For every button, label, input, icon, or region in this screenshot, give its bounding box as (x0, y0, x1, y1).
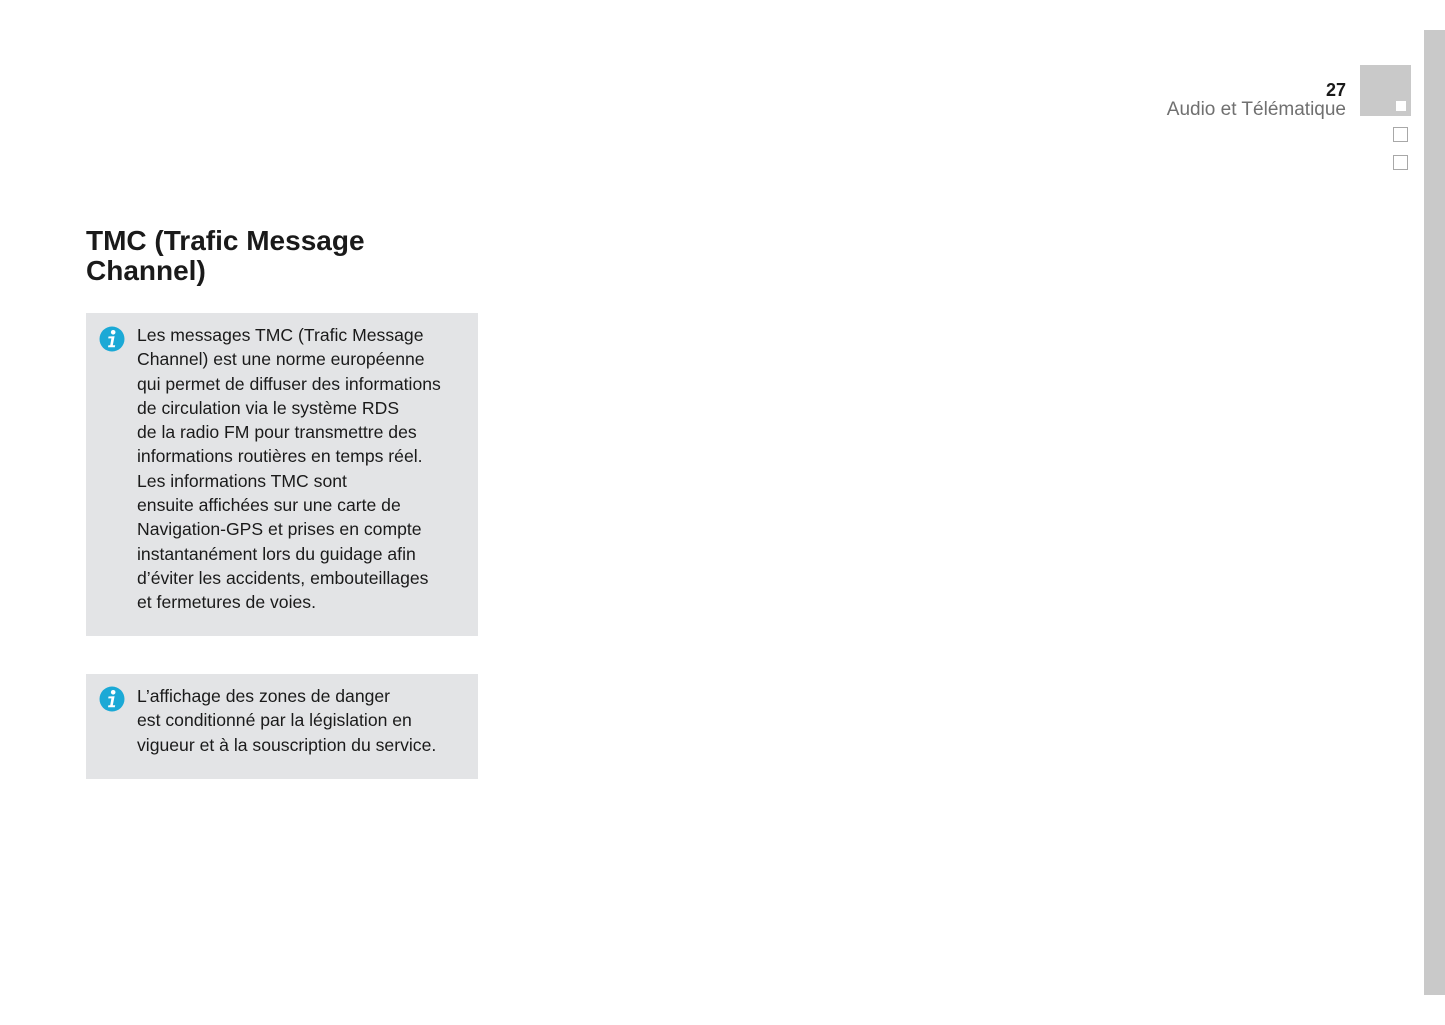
info-line: de circulation via le système RDS (137, 397, 400, 418)
page-edge-bar (1424, 30, 1445, 995)
info-line: ensuite affichées sur une carte de (137, 495, 401, 516)
chapter-tab-active (1360, 65, 1411, 116)
page-number: 27 (1325, 80, 1346, 100)
page-title (86, 226, 506, 286)
info-icon (99, 326, 125, 352)
info-text (137, 684, 472, 757)
info-line: vigueur et à la souscription du service. (137, 734, 437, 755)
section-title: Audio et Télématique (1166, 99, 1346, 120)
info-line: est conditionné par la législation en (137, 710, 412, 731)
info-text (137, 323, 472, 615)
info-line: instantanément lors du guidage afin (137, 543, 416, 564)
chapter-tab-3 (1393, 155, 1408, 170)
info-line: informations routières en temps réel. (137, 446, 423, 467)
info-line: Navigation-GPS et prises en compte (137, 519, 422, 540)
page-title-line: Channel) (86, 255, 206, 286)
info-line: d’éviter les accidents, embouteillages (137, 567, 429, 588)
info-line: qui permet de diffuser des informations (137, 373, 441, 394)
info-icon (99, 686, 125, 712)
info-line: de la radio FM pour transmettre des (137, 422, 417, 443)
info-line: et fermetures de voies. (137, 592, 316, 613)
info-line: L’affichage des zones de danger (137, 686, 391, 706)
chapter-tab-2 (1393, 127, 1408, 142)
page-title-line: TMC (Trafic Message (86, 225, 365, 256)
info-box-tmc (86, 313, 478, 636)
chapter-tab-marker (1396, 101, 1406, 111)
info-line: Les messages TMC (Trafic Message (137, 325, 424, 345)
info-line: Les informations TMC sont (137, 470, 347, 491)
info-box-danger-zones (86, 674, 478, 779)
info-line: Channel) est une norme européenne (137, 349, 425, 370)
